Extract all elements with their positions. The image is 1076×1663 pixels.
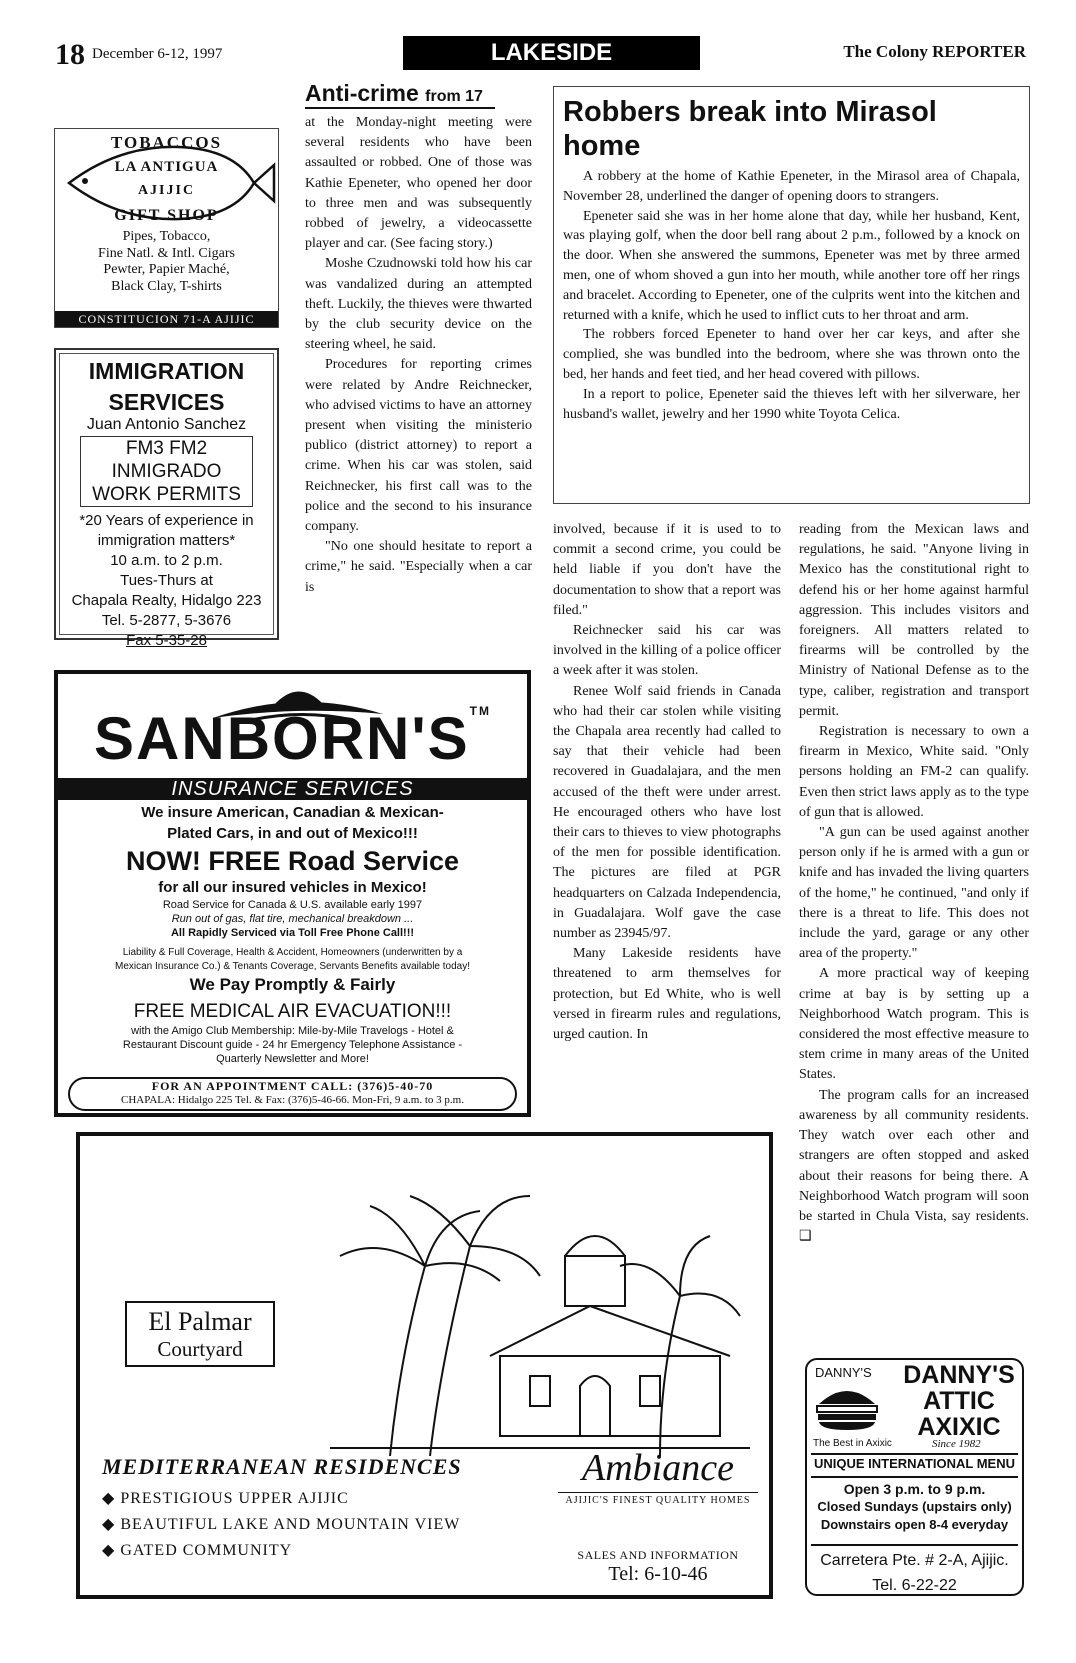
palmar-sales [558, 1548, 758, 1586]
paragraph: at the Monday-night meeting were several residents who have been assaulted or robbed. One of those was Kathie Epeneter, who opened her door to three men and was subsequently robbed of jewelry, a videocassette player and car. (See facing story.) [305, 115, 532, 252]
danny-address [807, 1548, 1022, 1598]
danny-title-2: ATTIC [923, 1387, 995, 1415]
paragraph: Many Lakeside residents have threatened to arm themselves for protection, but Ed White, who is well versed in firearm rules and regulations, urged caution. In [553, 946, 781, 1043]
appointment-box [68, 1077, 517, 1111]
sanborn-small-line: Quarterly Newsletter and More! [216, 1053, 369, 1065]
danny-title-1: DANNY'S [903, 1361, 1015, 1389]
immigration-title: IMMIGRATION [88, 358, 245, 384]
sanborn-small-line: Run out of gas, flat tire, mechanical breakdown ... [171, 913, 414, 925]
tobacco-line: Fine Natl. & Intl. Cigars [98, 245, 235, 261]
sanborns-insurance-ad [54, 670, 531, 1117]
continuation-title: Anti-crime [305, 80, 419, 106]
danny-small-name: DANNY'S [815, 1365, 872, 1380]
palmar-logo-2: Courtyard [157, 1337, 243, 1361]
immigration-line: Tel. 5-2877, 5-3676 [101, 612, 232, 629]
heading-rule [305, 107, 495, 109]
trademark: TM [469, 704, 491, 718]
danny-best: The Best in Axixic [813, 1438, 892, 1449]
sanborns-body [62, 802, 523, 1066]
tobacco-lines [55, 229, 278, 295]
danny-address-line: Carretera Pte. # 2-A, Ajijic. [820, 1552, 1009, 1569]
feature-headline: Robbers break into Mirasol home [563, 96, 937, 162]
story-column-2 [799, 520, 1029, 1346]
immigration-line: 10 a.m. to 2 p.m. [110, 552, 223, 569]
immigration-line: Tues-Thurs at [120, 572, 213, 589]
chapala-address: CHAPALA: Hidalgo 225 Tel. & Fax: (376)5-46-66. Mon-Fri, 9 a.m. to 3 p.m. [121, 1094, 464, 1106]
feature-text: BEAUTIFUL LAKE AND MOUNTAIN VIEW [120, 1516, 461, 1533]
palmar-feature: ◆ PRESTIGIOUS UPPER AJIJIC [102, 1490, 349, 1507]
el-palmar-ad [76, 1132, 773, 1599]
immigration-line: Fax 5-35-28 [126, 632, 207, 649]
villa-illustration-icon [330, 1156, 750, 1456]
feature-text: GATED COMMUNITY [120, 1542, 293, 1559]
end-mark: ❑ [799, 1229, 812, 1245]
sanborn-small-line: Restaurant Discount guide - 24 hr Emergency Telephone Assistance - [122, 1039, 463, 1051]
ambiance-logo [558, 1446, 758, 1506]
palmar-logo-1: El Palmar [148, 1307, 252, 1336]
el-palmar-logo [125, 1301, 275, 1367]
danny-rule [811, 1476, 1018, 1478]
danny-tel: Tel. 6-22-22 [872, 1577, 957, 1594]
tobacco-name-1: TOBACCOS [110, 133, 223, 152]
palmar-feature: ◆ BEAUTIFUL LAKE AND MOUNTAIN VIEW [102, 1516, 461, 1533]
paragraph: reading from the Mexican laws and regulations, he said. "Anyone living in Mexico has the constitutional right to defend his or her home against harmful aggression. This includes visitors and foreigners. All matters related to firearms will be controlled by the Ministry of National Defense as to the type, caliber, registration and transport permit. [799, 522, 1029, 719]
permit-line: WORK PERMITS [92, 484, 241, 505]
hamburger-icon [815, 1384, 879, 1432]
immigration-inner [59, 353, 274, 649]
palmar-feature: ◆ GATED COMMUNITY [102, 1542, 293, 1559]
danny-since: Since 1982 [932, 1438, 981, 1450]
feature-body [563, 167, 1020, 424]
insurance-services-band: INSURANCE SERVICES [58, 778, 527, 800]
danny-hours-line: Closed Sundays (upstairs only) [817, 1499, 1012, 1514]
issue-date: December 6-12, 1997 [92, 46, 223, 62]
immigration-line: immigration matters* [97, 532, 236, 549]
paragraph: Reichnecker said his car was involved in the killing of a police officer a week after it was stolen. [553, 623, 781, 679]
tobacco-line: Pewter, Papier Maché, [103, 262, 230, 277]
dannys-attic-ad [805, 1358, 1024, 1596]
sanborns-logo [58, 704, 527, 773]
paragraph [799, 1086, 1029, 1248]
tobacco-line: Pipes, Tobacco, [122, 229, 211, 244]
story-column-1 [553, 520, 781, 1108]
free-road-service: NOW! FREE Road Service [125, 846, 460, 876]
immigration-ad [54, 348, 279, 649]
immigration-line: *20 Years of experience in [79, 512, 254, 529]
danny-hours-line: Open 3 p.m. to 9 p.m. [843, 1481, 986, 1497]
paragraph: Epeneter said she was in her home alone that day, while her husband, Kent, was playing golf, when the door bell rang about 2 p.m., followed by a knock on the door. When she answered the summons, Epeneter was met by three armed men, one of whom shoved a gun into her mouth, while another tore off her rings and bracelet. According to Epeneter, one of the culprits went into the kitchen and returned with a knife, which he used to inflict cuts to her throat and arm. [563, 208, 1020, 323]
danny-menu: UNIQUE INTERNATIONAL MENU [813, 1456, 1016, 1471]
paragraph: Registration is necessary to own a firearm in Mexico, White said. "Only persons holding an FM-2 can qualify. Even then strict laws apply as to the type of gun that is allowed. [799, 724, 1029, 820]
palmar-headline: MEDITERRANEAN RESIDENCES [102, 1454, 462, 1479]
danny-rule [811, 1544, 1018, 1546]
sanborn-line: for all our insured vehicles in Mexico! [158, 879, 427, 896]
paragraph: Renee Wolf said friends in Canada who had their car stolen while visiting the Chapala area recently had called to say that their vehicle had been recovered in Guadalajara, and the men accused of the theft were under arrest. He encouraged others who have lost their cars to thieves to view photographs of the men for possible identification. The pictures are filed at PGR headquarters on Calzada Independencia, in Guadalajara. Wolf gave the case number as 23945/97. [553, 683, 781, 942]
sanborn-small-line: Mexican Insurance Co.) & Tenants Coverage, Servants Benefits available today! [114, 961, 470, 972]
sanborn-line: Plated Cars, in and out of Mexico!!! [167, 825, 418, 842]
tobacco-name-3: AJIJIC [137, 183, 196, 198]
sanborn-small-line: Liability & Full Coverage, Health & Accident, Homeowners (underwritten by a [122, 947, 463, 958]
danny-hours [807, 1480, 1022, 1534]
danny-rule [811, 1453, 1018, 1455]
immigration-subtitle: SERVICES [108, 389, 225, 415]
continuation-heading [305, 80, 483, 107]
ambiance-tagline: AJIJIC'S FINEST QUALITY HOMES [565, 1495, 751, 1506]
tobacco-name-4: GIFT SHOP [114, 207, 219, 224]
danny-hours-line: Downstairs open 8-4 everyday [820, 1517, 1009, 1532]
feature-story-box [553, 86, 1030, 504]
paragraph: A more practical way of keeping crime at bay is by setting up a Neighborhood Watch program. This is considered the most effective measure to stem crime in many areas of the United States. [799, 966, 1029, 1083]
masthead: The Colony REPORTER [843, 42, 1026, 61]
page-number: 18 [55, 38, 85, 71]
appointment-line: FOR AN APPOINTMENT CALL: (376)5-40-70 [151, 1079, 434, 1093]
paragraph: "A gun can be used against another person only if he is armed with a gun or knife and has invaded the living quarters of the home," he continued, "and only if there is a threat to life. This does not include the yard, garage or any other area of the property." [799, 825, 1029, 962]
immigration-name: Juan Antonio Sanchez [86, 416, 247, 433]
sanborn-small-line: All Rapidly Serviced via Toll Free Phone Call!!! [170, 927, 415, 939]
tobacco-shop-ad [54, 128, 279, 328]
sales-tel: Tel: 6-10-46 [608, 1563, 708, 1585]
sanborns-logo-text: SANBORN'S [94, 705, 470, 772]
sanborn-line: We insure American, Canadian & Mexican- [141, 804, 444, 821]
permit-line: FM3 FM2 [125, 438, 208, 459]
tobacco-name-2: LA ANTIGUA [114, 159, 219, 175]
tobacco-line: Black Clay, T-shirts [111, 278, 222, 294]
immigration-line: Chapala Realty, Hidalgo 223 [71, 592, 262, 609]
sanborn-small-line: with the Amigo Club Membership: Mile-by-Mile Travelogs - Hotel & [131, 1025, 454, 1037]
sanborn-small-line: Road Service for Canada & U.S. available early 1997 [162, 899, 423, 911]
paragraph: Moshe Czudnowski told how his car was vandalized during an attempted theft. Luckily, the thieves were thwarted by the club security device on the steering wheel, he said. [305, 256, 532, 353]
paragraph-text: The program calls for an increased awareness by all community residents. They watch over each other and strangers are often stopped and asked about their reasons for being there. A Neighborhood Watch program will soon be started in Chula Vista, say residents. [799, 1087, 1029, 1224]
sales-label: SALES AND INFORMATION [577, 1548, 739, 1562]
continuation-from: from 17 [425, 88, 483, 105]
section-banner: LAKESIDE [403, 36, 700, 70]
feature-text: PRESTIGIOUS UPPER AJIJIC [120, 1490, 349, 1507]
paragraph: Procedures for reporting crimes were related by Andre Reichnecker, who advised victims to have an attorney present when visiting the ministerio publico (district attorney) to report a crime. When his car was stolen, said Reichnecker, his first call was to the police and the second to his insurance company. [305, 357, 532, 535]
immigration-permits-box [80, 436, 253, 507]
paragraph: The robbers forced Epeneter to hand over her car keys, and after she complied, she was bundled into the bedroom, where she was thrown onto the bed, her hands and feet tied, and her head covered with pillows. [563, 327, 1020, 382]
danny-title [895, 1362, 1023, 1440]
permit-line: INMIGRADO [111, 461, 222, 482]
paragraph: In a report to police, Epeneter said the thieves left with her silverware, her husband's wallet, jewelry and her 1990 white Toyota Celica. [563, 386, 1020, 422]
paragraph: "No one should hesitate to report a crime," he said. "Especially when a car is [305, 539, 532, 595]
ambiance-name: Ambiance [582, 1447, 734, 1489]
tobacco-address: CONSTITUCION 71-A AJIJIC [55, 311, 278, 327]
danny-title-3: AXIXIC [917, 1413, 1001, 1441]
continuation-column [305, 113, 532, 658]
paragraph: A robbery at the home of Kathie Epeneter, in the Mirasol area of Chapala, November 28, underlined the danger of opening doors to strangers. [563, 169, 1020, 204]
sanborn-promise: We Pay Promptly & Fairly [189, 975, 396, 994]
paragraph: involved, because if it is used to to commit a second crime, you could be held liable if you don't have the documentation to show that a report was filed." [553, 522, 781, 618]
ambiance-rule [558, 1492, 758, 1493]
air-evacuation: FREE MEDICAL AIR EVACUATION!!! [133, 1001, 452, 1022]
